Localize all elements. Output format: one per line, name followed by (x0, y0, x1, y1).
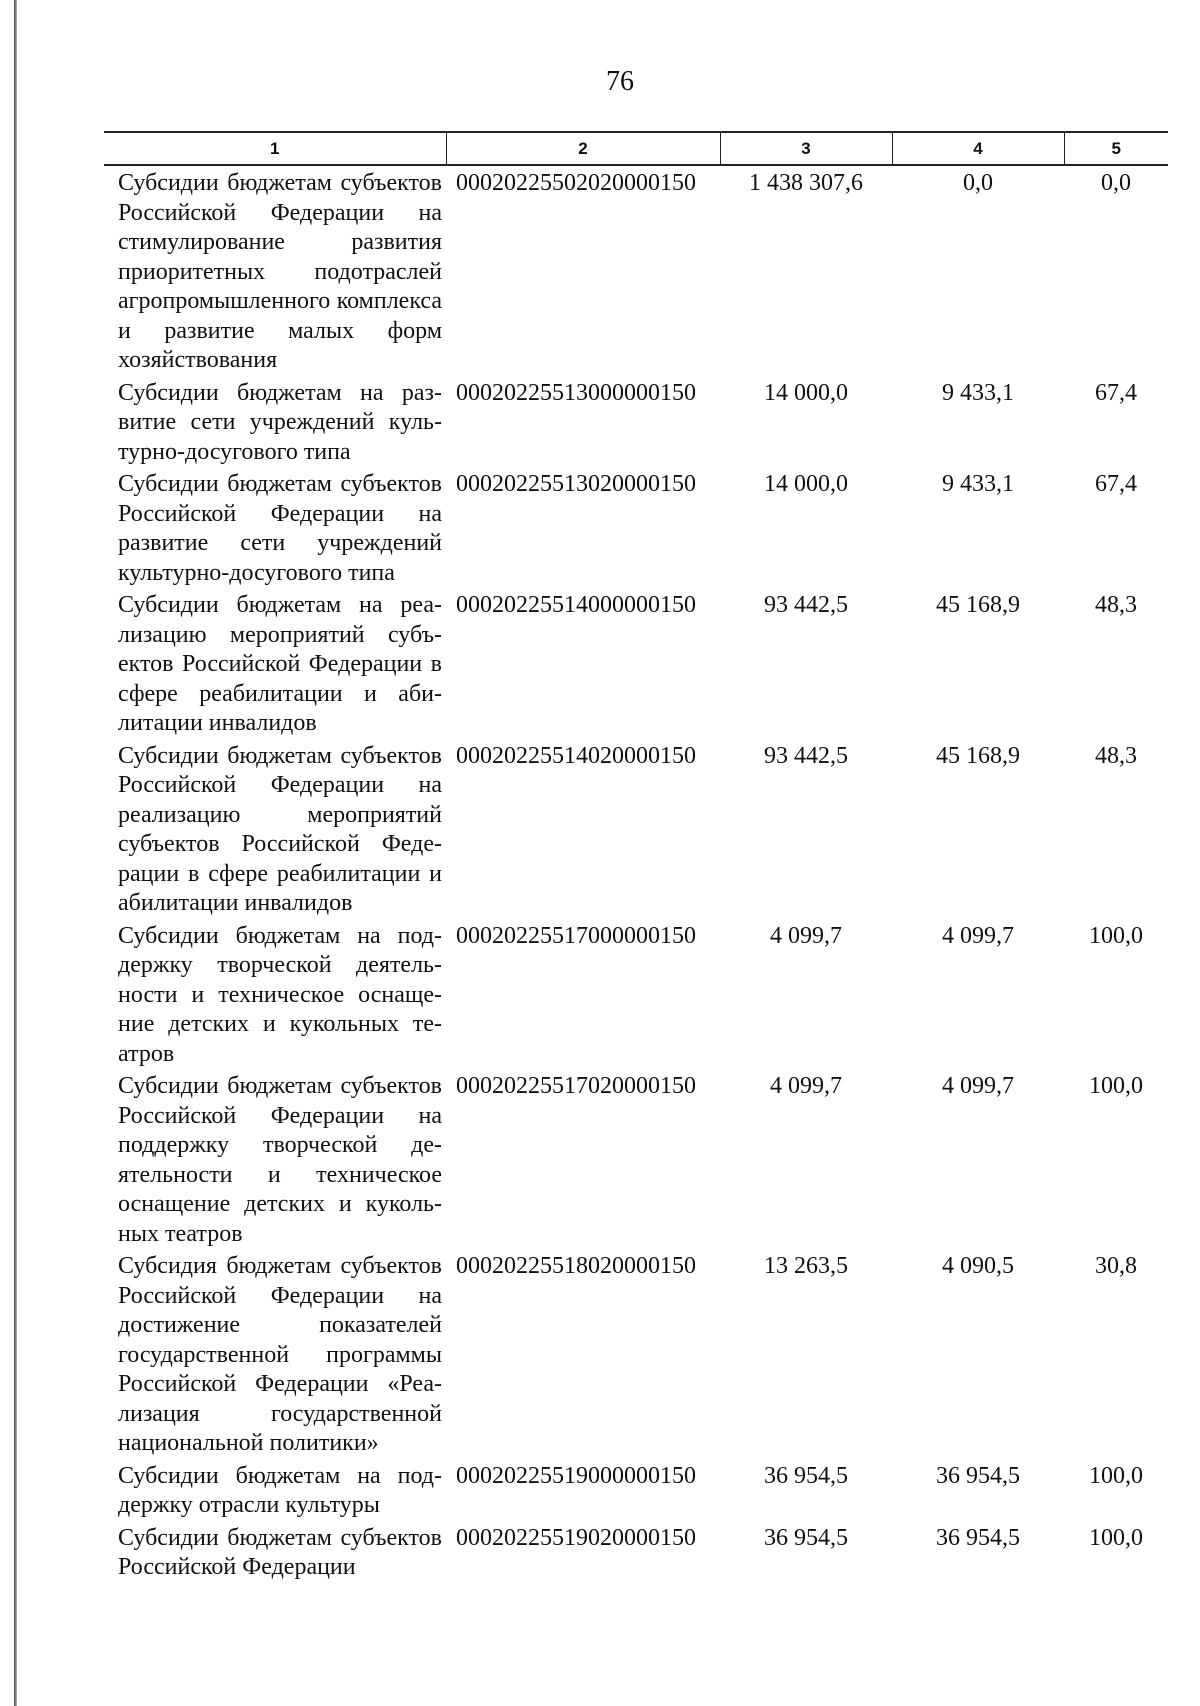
row-name: Субсидии бюджетам субъектов Российской Федерации на стимулирование развития приоритетных подотраслей агропромышленного комплекса и развитие малых форм хозяйствования (118, 170, 442, 373)
row-name: Субсидии бюджетам субъектов Российской Федерации на поддержку творческой деятельности и техническое оснащение детских и кукольных театров (118, 1073, 442, 1247)
row-code: 00020225519000000150 (456, 1462, 696, 1489)
row-planned: 4 099,7 (770, 1073, 842, 1099)
row-code: 00020225514020000150 (456, 742, 696, 769)
row-planned: 36 954,5 (764, 1462, 848, 1489)
table-row (104, 165, 1168, 376)
row-executed: 45 168,9 (936, 742, 1020, 769)
header-col-3: 3 (720, 132, 892, 165)
header-col-2: 2 (446, 132, 720, 165)
row-executed: 9 433,1 (942, 471, 1014, 497)
header-row (104, 132, 1168, 165)
table-row (104, 1459, 1168, 1521)
row-code: 00020225517020000150 (456, 1073, 696, 1099)
row-executed: 9 433,1 (942, 379, 1014, 406)
row-executed: 4 090,5 (942, 1253, 1014, 1279)
row-percent: 100,0 (1089, 1524, 1143, 1551)
row-percent: 100,0 (1089, 1462, 1143, 1489)
row-planned: 93 442,5 (764, 742, 848, 769)
row-percent: 48,3 (1095, 592, 1137, 618)
table-row (104, 376, 1168, 468)
table-row (104, 1249, 1168, 1459)
row-name: Субсидии бюджетам на поддержку отрасли культуры (118, 1462, 442, 1518)
row-executed: 45 168,9 (936, 592, 1020, 618)
row-name: Субсидия бюджетам субъектов Российской Федерации на достижение показателей государственной программы Российской Федерации «Реализация государственной национальной политики» (118, 1253, 442, 1456)
row-code: 00020225502020000150 (456, 170, 696, 196)
row-percent: 0,0 (1101, 170, 1131, 196)
row-executed: 4 099,7 (942, 1073, 1014, 1099)
row-code: 00020225513020000150 (456, 471, 696, 497)
row-name: Субсидии бюджетам субъектов Российской Федерации (118, 1524, 442, 1580)
row-code: 00020225519020000150 (456, 1524, 696, 1551)
row-code: 00020225513000000150 (456, 379, 696, 406)
row-percent: 67,4 (1095, 379, 1137, 406)
row-planned: 93 442,5 (764, 592, 848, 618)
budget-table (104, 131, 1168, 1583)
table-row (104, 588, 1168, 739)
row-executed: 4 099,7 (942, 922, 1014, 949)
row-name: Субсидии бюджетам на развитие сети учреждений культурно-досугового типа (118, 379, 442, 465)
row-name: Субсидии бюджетам субъектов Российской Федерации на развитие сети учреждений культурно-досугового типа (118, 471, 442, 586)
header-col-1: 1 (104, 132, 446, 165)
row-planned: 13 263,5 (764, 1253, 848, 1279)
scan-page-edge (14, 0, 17, 1706)
table-body (104, 165, 1168, 1583)
table-row (104, 1521, 1168, 1583)
row-percent: 100,0 (1089, 1073, 1143, 1099)
page-number: 76 (606, 66, 634, 97)
row-executed: 0,0 (963, 170, 993, 196)
row-planned: 36 954,5 (764, 1524, 848, 1551)
row-name: Субсидии бюджетам субъектов Российской Федерации на реализацию мероприятий субъектов Российской Федерации в сфере реабилитации и абилитации инвалидов (118, 742, 442, 916)
row-planned: 14 000,0 (764, 471, 848, 497)
row-percent: 100,0 (1089, 922, 1143, 949)
row-planned: 14 000,0 (764, 379, 848, 406)
table-row (104, 467, 1168, 588)
table-row (104, 739, 1168, 919)
row-name: Субсидии бюджетам на поддержку творческой деятельности и техническое оснащение детских и кукольных театров (118, 922, 442, 1067)
row-percent: 30,8 (1095, 1253, 1137, 1279)
row-executed: 36 954,5 (936, 1462, 1020, 1489)
header-col-5: 5 (1064, 132, 1168, 165)
row-code: 00020225517000000150 (456, 922, 696, 949)
row-code: 00020225518020000150 (456, 1253, 696, 1279)
row-code: 00020225514000000150 (456, 592, 696, 618)
row-percent: 67,4 (1095, 471, 1137, 497)
table-row (104, 919, 1168, 1070)
table-header (104, 132, 1168, 165)
row-executed: 36 954,5 (936, 1524, 1020, 1551)
row-planned: 1 438 307,6 (749, 170, 863, 196)
table-row (104, 1069, 1168, 1249)
row-name: Субсидии бюджетам на реализацию мероприятий субъектов Российской Федерации в сфере реабилитации и абилитации инвалидов (118, 592, 442, 736)
row-planned: 4 099,7 (770, 922, 842, 949)
row-percent: 48,3 (1095, 742, 1137, 769)
header-col-4: 4 (892, 132, 1064, 165)
